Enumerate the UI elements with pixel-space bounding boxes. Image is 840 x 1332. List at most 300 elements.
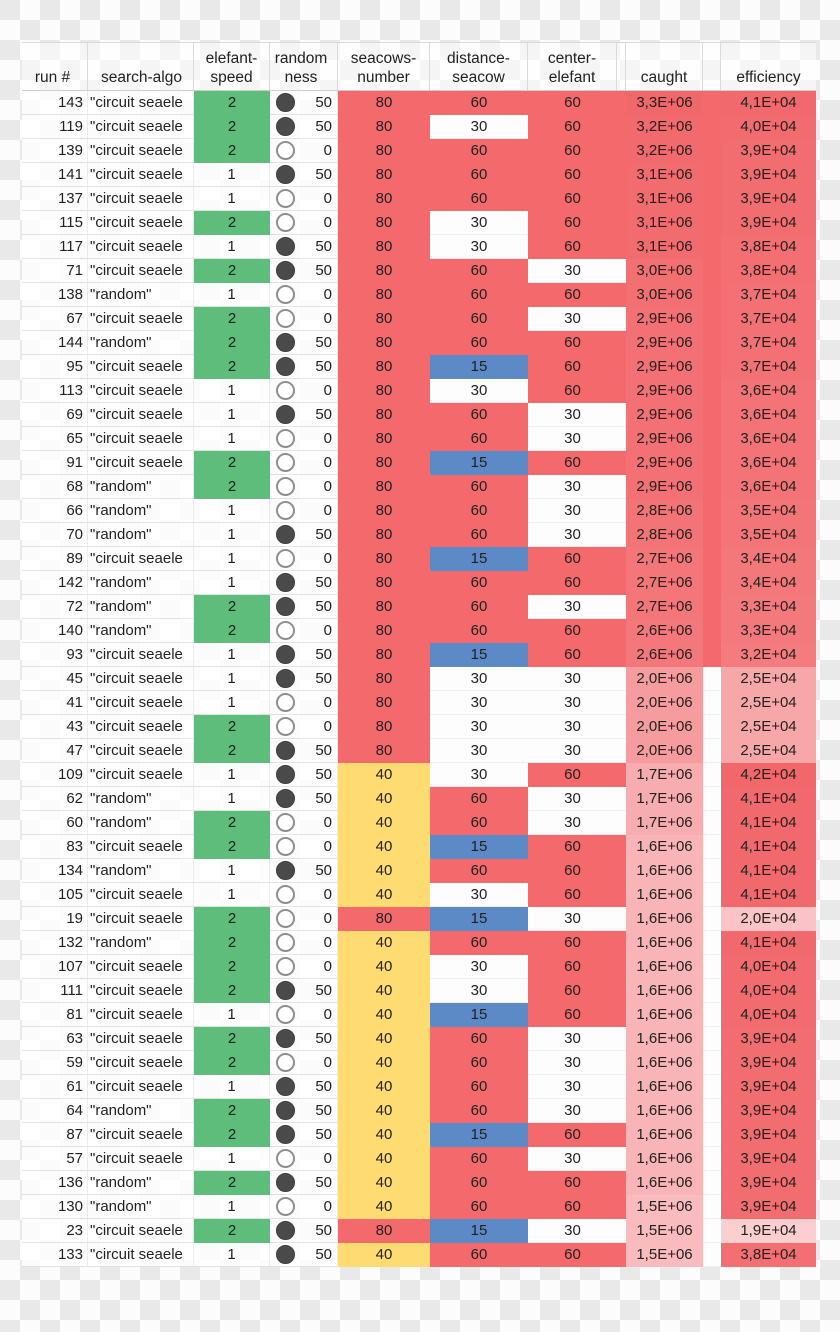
cell-search-algo[interactable]: "circuit seaele (88, 883, 194, 907)
cell-elefant-speed[interactable]: 1 (194, 523, 270, 547)
cell-caught[interactable]: 1,6E+06 (626, 1099, 703, 1123)
cell-distance-seacow[interactable]: 30 (430, 955, 528, 979)
spacer-cell[interactable] (617, 1195, 626, 1219)
cell-run-number[interactable]: 45 (22, 667, 88, 691)
cell-elefant-speed[interactable]: 2 (194, 1171, 270, 1195)
cell-run-number[interactable]: 132 (22, 931, 88, 955)
spacer-cell[interactable] (617, 91, 626, 115)
cell-caught[interactable]: 2,0E+06 (626, 739, 703, 763)
cell-randomness[interactable]: 0 (270, 451, 338, 475)
cell-search-algo[interactable]: "random" (88, 787, 194, 811)
cell-efficiency[interactable]: 3,8E+04 (721, 1243, 816, 1267)
cell-search-algo[interactable]: "circuit seaele (88, 115, 194, 139)
spacer-cell[interactable] (617, 1243, 626, 1267)
cell-seacows-number[interactable]: 80 (338, 355, 430, 379)
cell-caught[interactable]: 2,9E+06 (626, 451, 703, 475)
cell-randomness[interactable]: 0 (270, 907, 338, 931)
cell-center-elefant[interactable]: 60 (528, 451, 617, 475)
cell-caught[interactable]: 1,6E+06 (626, 1147, 703, 1171)
spacer-cell[interactable] (703, 139, 721, 163)
spacer-cell[interactable] (617, 403, 626, 427)
cell-randomness[interactable]: 50 (270, 859, 338, 883)
cell-distance-seacow[interactable]: 60 (430, 1051, 528, 1075)
cell-efficiency[interactable]: 3,3E+04 (721, 619, 816, 643)
cell-efficiency[interactable]: 3,3E+04 (721, 595, 816, 619)
cell-run-number[interactable]: 142 (22, 571, 88, 595)
cell-center-elefant[interactable]: 60 (528, 1171, 617, 1195)
cell-efficiency[interactable]: 2,5E+04 (721, 691, 816, 715)
cell-efficiency[interactable]: 3,4E+04 (721, 571, 816, 595)
cell-elefant-speed[interactable]: 1 (194, 283, 270, 307)
cell-efficiency[interactable]: 3,9E+04 (721, 1051, 816, 1075)
cell-search-algo[interactable]: "random" (88, 499, 194, 523)
cell-elefant-speed[interactable]: 2 (194, 307, 270, 331)
cell-center-elefant[interactable]: 60 (528, 235, 617, 259)
cell-caught[interactable]: 2,9E+06 (626, 427, 703, 451)
cell-efficiency[interactable]: 4,1E+04 (721, 787, 816, 811)
spacer-cell[interactable] (703, 739, 721, 763)
cell-distance-seacow[interactable]: 15 (430, 355, 528, 379)
cell-randomness[interactable]: 0 (270, 379, 338, 403)
spacer-cell[interactable] (617, 283, 626, 307)
cell-search-algo[interactable]: "circuit seaele (88, 1075, 194, 1099)
cell-seacows-number[interactable]: 40 (338, 763, 430, 787)
cell-center-elefant[interactable]: 60 (528, 163, 617, 187)
spacer-cell[interactable] (617, 1027, 626, 1051)
cell-caught[interactable]: 3,2E+06 (626, 115, 703, 139)
spacer-cell[interactable] (703, 811, 721, 835)
cell-efficiency[interactable]: 3,5E+04 (721, 499, 816, 523)
spacer-cell[interactable] (617, 355, 626, 379)
cell-center-elefant[interactable]: 30 (528, 1219, 617, 1243)
cell-randomness[interactable]: 0 (270, 283, 338, 307)
cell-run-number[interactable]: 57 (22, 1147, 88, 1171)
column-header-center[interactable] (528, 43, 617, 90)
cell-elefant-speed[interactable]: 2 (194, 1051, 270, 1075)
spacer-cell[interactable] (617, 163, 626, 187)
cell-search-algo[interactable]: "circuit seaele (88, 691, 194, 715)
cell-efficiency[interactable]: 4,0E+04 (721, 955, 816, 979)
cell-center-elefant[interactable]: 60 (528, 355, 617, 379)
cell-run-number[interactable]: 144 (22, 331, 88, 355)
cell-seacows-number[interactable]: 40 (338, 811, 430, 835)
cell-randomness[interactable]: 0 (270, 619, 338, 643)
cell-efficiency[interactable]: 3,8E+04 (721, 259, 816, 283)
cell-distance-seacow[interactable]: 30 (430, 379, 528, 403)
cell-run-number[interactable]: 140 (22, 619, 88, 643)
cell-randomness[interactable]: 50 (270, 1123, 338, 1147)
cell-run-number[interactable]: 115 (22, 211, 88, 235)
cell-center-elefant[interactable]: 30 (528, 427, 617, 451)
cell-run-number[interactable]: 141 (22, 163, 88, 187)
cell-randomness[interactable]: 0 (270, 1003, 338, 1027)
cell-run-number[interactable]: 70 (22, 523, 88, 547)
cell-efficiency[interactable]: 3,9E+04 (721, 187, 816, 211)
spacer-cell[interactable] (703, 571, 721, 595)
cell-efficiency[interactable]: 4,1E+04 (721, 931, 816, 955)
cell-search-algo[interactable]: "circuit seaele (88, 259, 194, 283)
cell-randomness[interactable]: 50 (270, 595, 338, 619)
cell-seacows-number[interactable]: 80 (338, 307, 430, 331)
spacer-cell[interactable] (703, 1075, 721, 1099)
cell-run-number[interactable]: 117 (22, 235, 88, 259)
spacer-cell[interactable] (617, 1099, 626, 1123)
spacer-cell[interactable] (703, 379, 721, 403)
cell-distance-seacow[interactable]: 30 (430, 211, 528, 235)
cell-elefant-speed[interactable]: 2 (194, 715, 270, 739)
cell-randomness[interactable]: 50 (270, 1219, 338, 1243)
cell-elefant-speed[interactable]: 2 (194, 259, 270, 283)
cell-search-algo[interactable]: "random" (88, 859, 194, 883)
cell-run-number[interactable]: 89 (22, 547, 88, 571)
cell-distance-seacow[interactable]: 60 (430, 787, 528, 811)
cell-center-elefant[interactable]: 30 (528, 1099, 617, 1123)
cell-caught[interactable]: 1,6E+06 (626, 1075, 703, 1099)
cell-elefant-speed[interactable]: 1 (194, 547, 270, 571)
cell-search-algo[interactable]: "circuit seaele (88, 643, 194, 667)
cell-center-elefant[interactable]: 30 (528, 691, 617, 715)
spacer-cell[interactable] (703, 979, 721, 1003)
cell-elefant-speed[interactable]: 2 (194, 451, 270, 475)
cell-caught[interactable]: 2,7E+06 (626, 547, 703, 571)
spacer-cell[interactable] (617, 1171, 626, 1195)
cell-center-elefant[interactable]: 60 (528, 883, 617, 907)
cell-caught[interactable]: 2,6E+06 (626, 619, 703, 643)
cell-elefant-speed[interactable]: 1 (194, 859, 270, 883)
cell-seacows-number[interactable]: 40 (338, 1075, 430, 1099)
cell-randomness[interactable]: 50 (270, 235, 338, 259)
cell-distance-seacow[interactable]: 15 (430, 1219, 528, 1243)
cell-seacows-number[interactable]: 80 (338, 403, 430, 427)
cell-caught[interactable]: 3,0E+06 (626, 283, 703, 307)
cell-distance-seacow[interactable]: 60 (430, 619, 528, 643)
spacer-cell[interactable] (617, 835, 626, 859)
cell-search-algo[interactable]: "circuit seaele (88, 307, 194, 331)
cell-caught[interactable]: 2,9E+06 (626, 355, 703, 379)
spacer-cell[interactable] (703, 163, 721, 187)
cell-search-algo[interactable]: "random" (88, 1195, 194, 1219)
cell-elefant-speed[interactable]: 1 (194, 1243, 270, 1267)
cell-search-algo[interactable]: "circuit seaele (88, 211, 194, 235)
cell-elefant-speed[interactable]: 2 (194, 979, 270, 1003)
spacer-cell[interactable] (703, 1027, 721, 1051)
cell-caught[interactable]: 1,7E+06 (626, 787, 703, 811)
cell-elefant-speed[interactable]: 2 (194, 811, 270, 835)
cell-center-elefant[interactable]: 60 (528, 643, 617, 667)
spacer-cell[interactable] (617, 139, 626, 163)
spacer-cell[interactable] (703, 1123, 721, 1147)
cell-seacows-number[interactable]: 40 (338, 859, 430, 883)
cell-randomness[interactable]: 0 (270, 715, 338, 739)
cell-distance-seacow[interactable]: 60 (430, 1099, 528, 1123)
cell-elefant-speed[interactable]: 1 (194, 235, 270, 259)
cell-search-algo[interactable]: "circuit seaele (88, 379, 194, 403)
cell-efficiency[interactable]: 3,9E+04 (721, 211, 816, 235)
cell-elefant-speed[interactable]: 2 (194, 355, 270, 379)
spacer-cell[interactable] (703, 1219, 721, 1243)
cell-caught[interactable]: 2,8E+06 (626, 523, 703, 547)
cell-run-number[interactable]: 136 (22, 1171, 88, 1195)
cell-seacows-number[interactable]: 40 (338, 1147, 430, 1171)
cell-search-algo[interactable]: "circuit seaele (88, 739, 194, 763)
cell-run-number[interactable]: 60 (22, 811, 88, 835)
cell-center-elefant[interactable]: 30 (528, 1051, 617, 1075)
cell-search-algo[interactable]: "random" (88, 283, 194, 307)
cell-efficiency[interactable]: 3,6E+04 (721, 451, 816, 475)
cell-elefant-speed[interactable]: 1 (194, 403, 270, 427)
cell-center-elefant[interactable]: 60 (528, 955, 617, 979)
spacer-cell[interactable] (617, 331, 626, 355)
cell-randomness[interactable]: 50 (270, 523, 338, 547)
cell-caught[interactable]: 1,6E+06 (626, 907, 703, 931)
cell-randomness[interactable]: 50 (270, 115, 338, 139)
cell-search-algo[interactable]: "circuit seaele (88, 427, 194, 451)
cell-center-elefant[interactable]: 60 (528, 1243, 617, 1267)
cell-efficiency[interactable]: 3,9E+04 (721, 1075, 816, 1099)
cell-randomness[interactable]: 0 (270, 691, 338, 715)
cell-randomness[interactable]: 50 (270, 1171, 338, 1195)
cell-run-number[interactable]: 19 (22, 907, 88, 931)
cell-efficiency[interactable]: 4,0E+04 (721, 1003, 816, 1027)
spacer-cell[interactable] (617, 691, 626, 715)
cell-center-elefant[interactable]: 30 (528, 523, 617, 547)
cell-center-elefant[interactable]: 60 (528, 619, 617, 643)
cell-search-algo[interactable]: "circuit seaele (88, 979, 194, 1003)
cell-distance-seacow[interactable]: 30 (430, 763, 528, 787)
cell-elefant-speed[interactable]: 2 (194, 1123, 270, 1147)
cell-seacows-number[interactable]: 80 (338, 907, 430, 931)
cell-randomness[interactable]: 50 (270, 163, 338, 187)
cell-randomness[interactable]: 0 (270, 1051, 338, 1075)
spacer-cell[interactable] (703, 955, 721, 979)
cell-run-number[interactable]: 59 (22, 1051, 88, 1075)
cell-run-number[interactable]: 83 (22, 835, 88, 859)
cell-distance-seacow[interactable]: 60 (430, 1171, 528, 1195)
cell-seacows-number[interactable]: 80 (338, 715, 430, 739)
cell-seacows-number[interactable]: 80 (338, 499, 430, 523)
cell-efficiency[interactable]: 3,9E+04 (721, 139, 816, 163)
spacer-cell[interactable] (703, 1099, 721, 1123)
cell-run-number[interactable]: 43 (22, 715, 88, 739)
cell-run-number[interactable]: 41 (22, 691, 88, 715)
cell-seacows-number[interactable]: 40 (338, 1099, 430, 1123)
spacer-cell[interactable] (703, 787, 721, 811)
cell-distance-seacow[interactable]: 15 (430, 1003, 528, 1027)
cell-seacows-number[interactable]: 40 (338, 1195, 430, 1219)
cell-search-algo[interactable]: "circuit seaele (88, 1123, 194, 1147)
cell-distance-seacow[interactable]: 60 (430, 931, 528, 955)
cell-efficiency[interactable]: 3,6E+04 (721, 427, 816, 451)
cell-efficiency[interactable]: 4,1E+04 (721, 835, 816, 859)
cell-search-algo[interactable]: "circuit seaele (88, 139, 194, 163)
cell-efficiency[interactable]: 3,9E+04 (721, 1195, 816, 1219)
cell-randomness[interactable]: 0 (270, 475, 338, 499)
cell-randomness[interactable]: 0 (270, 955, 338, 979)
cell-caught[interactable]: 2,0E+06 (626, 691, 703, 715)
cell-efficiency[interactable]: 3,6E+04 (721, 379, 816, 403)
cell-seacows-number[interactable]: 80 (338, 211, 430, 235)
cell-run-number[interactable]: 65 (22, 427, 88, 451)
cell-caught[interactable]: 2,6E+06 (626, 643, 703, 667)
cell-run-number[interactable]: 47 (22, 739, 88, 763)
spacer-cell[interactable] (703, 115, 721, 139)
cell-center-elefant[interactable]: 30 (528, 307, 617, 331)
spacer-cell[interactable] (617, 595, 626, 619)
cell-center-elefant[interactable]: 30 (528, 787, 617, 811)
spacer-cell[interactable] (703, 1147, 721, 1171)
spacer-cell[interactable] (703, 1171, 721, 1195)
cell-run-number[interactable]: 23 (22, 1219, 88, 1243)
spacer-cell[interactable] (703, 1195, 721, 1219)
cell-search-algo[interactable]: "circuit seaele (88, 1243, 194, 1267)
cell-seacows-number[interactable]: 80 (338, 595, 430, 619)
spacer-cell[interactable] (617, 979, 626, 1003)
spacer-cell[interactable] (617, 1123, 626, 1147)
cell-run-number[interactable]: 71 (22, 259, 88, 283)
cell-seacows-number[interactable]: 80 (338, 547, 430, 571)
cell-caught[interactable]: 2,0E+06 (626, 667, 703, 691)
cell-seacows-number[interactable]: 80 (338, 115, 430, 139)
cell-randomness[interactable]: 50 (270, 355, 338, 379)
cell-efficiency[interactable]: 3,9E+04 (721, 163, 816, 187)
cell-run-number[interactable]: 143 (22, 91, 88, 115)
cell-efficiency[interactable]: 3,8E+04 (721, 235, 816, 259)
cell-seacows-number[interactable]: 80 (338, 235, 430, 259)
cell-efficiency[interactable]: 2,5E+04 (721, 739, 816, 763)
cell-distance-seacow[interactable]: 60 (430, 187, 528, 211)
spacer-cell[interactable] (703, 835, 721, 859)
cell-distance-seacow[interactable]: 60 (430, 427, 528, 451)
cell-randomness[interactable]: 0 (270, 427, 338, 451)
cell-seacows-number[interactable]: 80 (338, 379, 430, 403)
cell-run-number[interactable]: 111 (22, 979, 88, 1003)
cell-center-elefant[interactable]: 60 (528, 283, 617, 307)
cell-randomness[interactable]: 0 (270, 211, 338, 235)
cell-seacows-number[interactable]: 40 (338, 787, 430, 811)
cell-randomness[interactable]: 50 (270, 739, 338, 763)
cell-run-number[interactable]: 109 (22, 763, 88, 787)
column-header-speed[interactable] (194, 43, 270, 90)
cell-elefant-speed[interactable]: 1 (194, 1195, 270, 1219)
cell-center-elefant[interactable]: 30 (528, 811, 617, 835)
cell-efficiency[interactable]: 3,9E+04 (721, 1147, 816, 1171)
cell-distance-seacow[interactable]: 60 (430, 331, 528, 355)
spacer-cell[interactable] (703, 691, 721, 715)
cell-elefant-speed[interactable]: 1 (194, 427, 270, 451)
spacer-cell[interactable] (617, 379, 626, 403)
cell-distance-seacow[interactable]: 60 (430, 571, 528, 595)
cell-caught[interactable]: 2,9E+06 (626, 403, 703, 427)
spacer-cell[interactable] (703, 763, 721, 787)
cell-search-algo[interactable]: "circuit seaele (88, 235, 194, 259)
cell-run-number[interactable]: 62 (22, 787, 88, 811)
cell-efficiency[interactable]: 3,2E+04 (721, 643, 816, 667)
cell-search-algo[interactable]: "random" (88, 811, 194, 835)
cell-randomness[interactable]: 0 (270, 499, 338, 523)
cell-elefant-speed[interactable]: 1 (194, 163, 270, 187)
cell-caught[interactable]: 1,6E+06 (626, 955, 703, 979)
cell-randomness[interactable]: 0 (270, 139, 338, 163)
cell-distance-seacow[interactable]: 60 (430, 403, 528, 427)
cell-search-algo[interactable]: "circuit seaele (88, 355, 194, 379)
spacer-cell[interactable] (703, 619, 721, 643)
cell-run-number[interactable]: 68 (22, 475, 88, 499)
cell-efficiency[interactable]: 3,9E+04 (721, 1027, 816, 1051)
cell-elefant-speed[interactable]: 2 (194, 211, 270, 235)
cell-run-number[interactable]: 69 (22, 403, 88, 427)
cell-caught[interactable]: 1,6E+06 (626, 931, 703, 955)
cell-run-number[interactable]: 67 (22, 307, 88, 331)
cell-randomness[interactable]: 50 (270, 91, 338, 115)
cell-search-algo[interactable]: "circuit seaele (88, 1027, 194, 1051)
cell-run-number[interactable]: 87 (22, 1123, 88, 1147)
cell-center-elefant[interactable]: 60 (528, 91, 617, 115)
spacer-cell[interactable] (703, 211, 721, 235)
cell-elefant-speed[interactable]: 1 (194, 1147, 270, 1171)
cell-efficiency[interactable]: 4,1E+04 (721, 883, 816, 907)
spacer-cell[interactable] (617, 1051, 626, 1075)
cell-distance-seacow[interactable]: 60 (430, 283, 528, 307)
cell-center-elefant[interactable]: 30 (528, 475, 617, 499)
cell-seacows-number[interactable]: 40 (338, 1123, 430, 1147)
cell-search-algo[interactable]: "random" (88, 475, 194, 499)
spacer-cell[interactable] (703, 307, 721, 331)
cell-randomness[interactable]: 50 (270, 643, 338, 667)
cell-elefant-speed[interactable]: 1 (194, 379, 270, 403)
cell-elefant-speed[interactable]: 2 (194, 91, 270, 115)
cell-caught[interactable]: 1,6E+06 (626, 835, 703, 859)
cell-search-algo[interactable]: "circuit seaele (88, 835, 194, 859)
spacer-cell[interactable] (617, 859, 626, 883)
spacer-cell[interactable] (617, 739, 626, 763)
cell-search-algo[interactable]: "random" (88, 1099, 194, 1123)
cell-center-elefant[interactable]: 60 (528, 1003, 617, 1027)
cell-efficiency[interactable]: 3,4E+04 (721, 547, 816, 571)
cell-distance-seacow[interactable]: 60 (430, 859, 528, 883)
cell-seacows-number[interactable]: 40 (338, 979, 430, 1003)
cell-randomness[interactable]: 50 (270, 787, 338, 811)
cell-efficiency[interactable]: 2,5E+04 (721, 667, 816, 691)
cell-elefant-speed[interactable]: 2 (194, 595, 270, 619)
cell-seacows-number[interactable]: 80 (338, 283, 430, 307)
cell-search-algo[interactable]: "circuit seaele (88, 91, 194, 115)
cell-elefant-speed[interactable]: 2 (194, 115, 270, 139)
spacer-cell[interactable] (617, 211, 626, 235)
cell-distance-seacow[interactable]: 60 (430, 1243, 528, 1267)
cell-efficiency[interactable]: 3,7E+04 (721, 355, 816, 379)
cell-run-number[interactable]: 134 (22, 859, 88, 883)
spacer-cell[interactable] (703, 715, 721, 739)
cell-search-algo[interactable]: "circuit seaele (88, 451, 194, 475)
cell-seacows-number[interactable]: 80 (338, 163, 430, 187)
cell-search-algo[interactable]: "random" (88, 331, 194, 355)
cell-seacows-number[interactable]: 80 (338, 691, 430, 715)
cell-randomness[interactable]: 50 (270, 403, 338, 427)
cell-center-elefant[interactable]: 60 (528, 331, 617, 355)
spacer-cell[interactable] (617, 259, 626, 283)
cell-distance-seacow[interactable]: 30 (430, 979, 528, 1003)
cell-efficiency[interactable]: 3,6E+04 (721, 403, 816, 427)
cell-search-algo[interactable]: "circuit seaele (88, 187, 194, 211)
cell-seacows-number[interactable]: 40 (338, 955, 430, 979)
cell-caught[interactable]: 1,6E+06 (626, 1027, 703, 1051)
cell-center-elefant[interactable]: 30 (528, 259, 617, 283)
cell-distance-seacow[interactable]: 60 (430, 259, 528, 283)
cell-elefant-speed[interactable]: 2 (194, 739, 270, 763)
cell-distance-seacow[interactable]: 60 (430, 499, 528, 523)
spacer-cell[interactable] (703, 667, 721, 691)
column-header-seacows[interactable] (338, 43, 430, 90)
